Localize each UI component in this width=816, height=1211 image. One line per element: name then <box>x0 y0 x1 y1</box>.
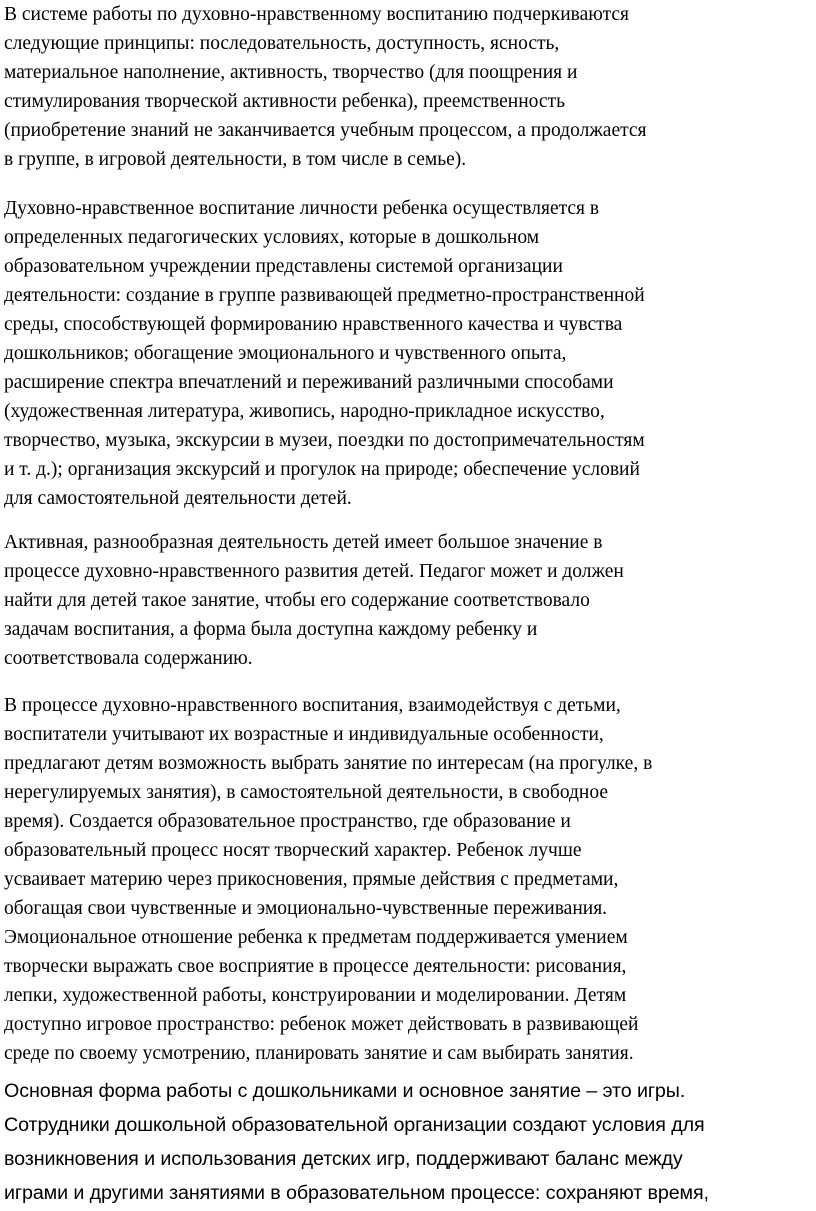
text-line: стимулирования творческой активности ребенка), преемственность <box>4 91 565 112</box>
paragraph-process <box>4 691 652 1068</box>
text-line: время). Создается образовательное пространство, где образование и <box>4 811 571 832</box>
text-line: дошкольников; обогащение эмоционального и чувственного опыта, <box>4 343 567 364</box>
text-line: образовательном учреждении представлены системой организации <box>4 256 563 277</box>
text-line: среды, способствующей формированию нравственного качества и чувства <box>4 314 623 335</box>
text-line: усваивает материю через прикосновения, прямые действия с предметами, <box>4 869 619 890</box>
text-line: В процессе духовно-нравственного воспитания, взаимодействуя с детьми, <box>4 695 621 716</box>
paragraph-activity <box>4 528 624 673</box>
text-line: творчество, музыка, экскурсии в музеи, поездки по достопримечательностям <box>4 430 645 451</box>
text-line: нерегулируемых занятия), в самостоятельной деятельности, в свободное <box>4 782 609 803</box>
text-line: расширение спектра впечатлений и переживаний различными способами <box>4 372 614 393</box>
text-line: материальное наполнение, активность, творчество (для поощрения и <box>4 62 578 83</box>
text-line: соответствовала содержанию. <box>4 648 253 669</box>
text-line: Духовно-нравственное воспитание личности ребенка осуществляется в <box>4 198 600 219</box>
text-line: задачам воспитания, а форма была доступна каждому ребенку и <box>4 619 538 640</box>
text-line: В системе работы по духовно-нравственному воспитанию подчеркиваются <box>4 4 629 25</box>
text-line: найти для детей такое занятие, чтобы его содержание соответствовало <box>4 590 590 611</box>
text-line: Сотрудники дошкольной образовательной организации создают условия для <box>4 1114 705 1136</box>
text-line: среде по своему усмотрению, планировать занятие и сам выбирать занятия. <box>4 1043 634 1064</box>
text-line: Основная форма работы с дошкольниками и основное занятие – это игры. <box>4 1080 686 1102</box>
text-line: играми и другими занятиями в образовательном процессе: сохраняют время, <box>4 1182 709 1204</box>
text-line: Активная, разнообразная деятельность детей имеет большое значение в <box>4 532 603 553</box>
text-line: обогащая свои чувственные и эмоционально-чувственные переживания. <box>4 898 608 919</box>
text-line: доступно игровое пространство: ребенок может действовать в развивающей <box>4 1014 639 1035</box>
text-line: творчески выражать свое восприятие в процессе деятельности: рисования, <box>4 956 627 977</box>
text-line: воспитатели учитывают их возрастные и индивидуальные особенности, <box>4 724 604 745</box>
text-line: в группе, в игровой деятельности, в том числе в семье). <box>4 149 467 170</box>
text-line: процессе духовно-нравственного развития детей. Педагог может и должен <box>4 561 624 582</box>
text-line: определенных педагогических условиях, которые в дошкольном <box>4 227 540 248</box>
text-line: предлагают детям возможность выбрать занятие по интересам (на прогулке, в <box>4 753 653 774</box>
text-line: следующие принципы: последовательность, доступность, ясность, <box>4 33 560 54</box>
paragraph-conditions <box>4 194 645 513</box>
paragraph-games <box>4 1074 709 1210</box>
text-line: (художественная литература, живопись, народно-прикладное искусство, <box>4 401 605 422</box>
text-line: и т. д.); организация экскурсий и прогулок на природе; обеспечение условий <box>4 459 640 480</box>
text-line: лепки, художественной работы, конструировании и моделировании. Детям <box>4 985 627 1006</box>
text-line: для самостоятельной деятельности детей. <box>4 488 352 509</box>
text-line: образовательный процесс носят творческий характер. Ребенок лучше <box>4 840 582 861</box>
text-line: деятельности: создание в группе развивающей предметно-пространственной <box>4 285 645 306</box>
text-line: Эмоциональное отношение ребенка к предметам поддерживается умением <box>4 927 628 948</box>
text-line: возникновения и использования детских игр, поддерживают баланс между <box>4 1148 683 1170</box>
paragraph-principles <box>4 0 647 174</box>
text-line: (приобретение знаний не заканчивается учебным процессом, а продолжается <box>4 120 647 141</box>
